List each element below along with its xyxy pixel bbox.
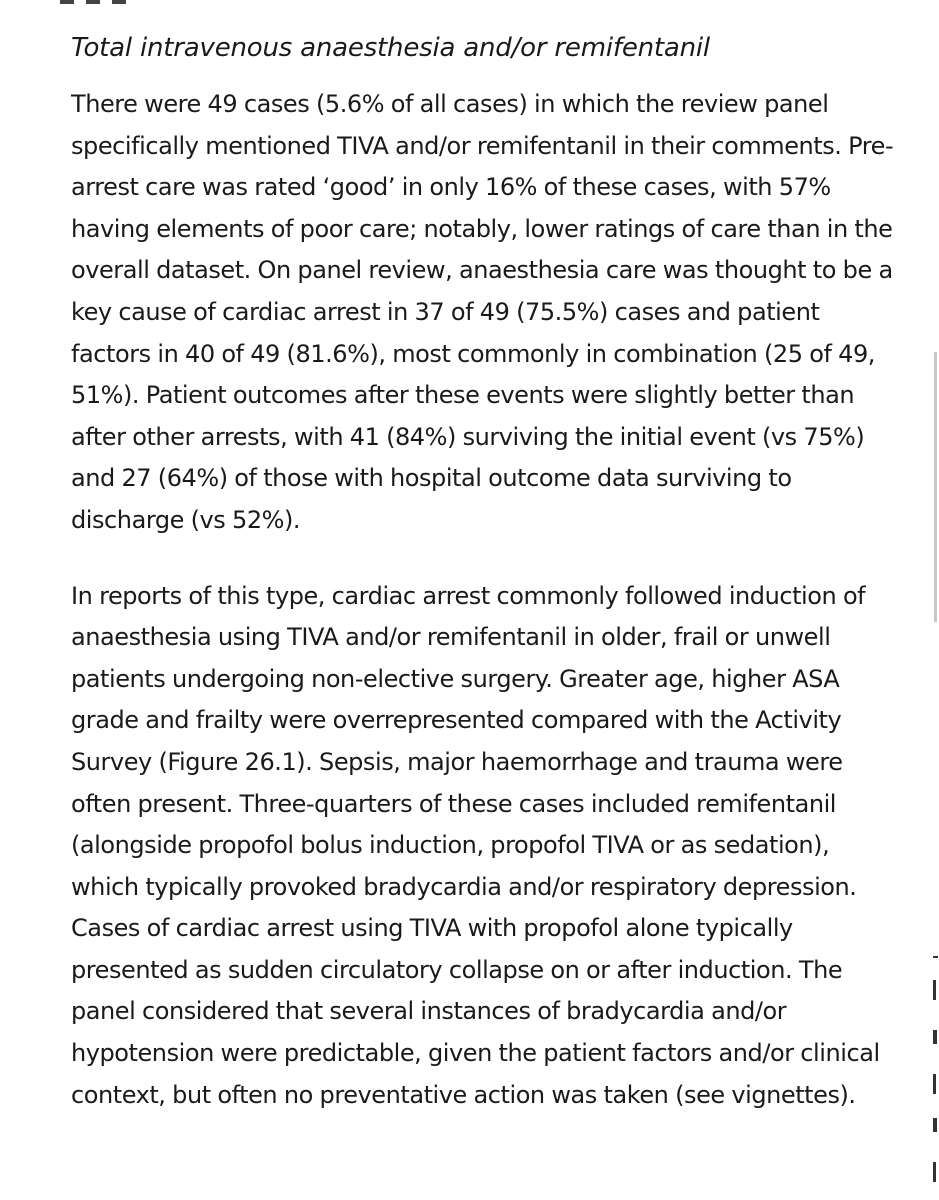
cut-off-text-above	[60, 0, 150, 4]
body-paragraph: There were 49 cases (5.6% of all cases) in which the review panel specifically mentioned TIVA and/or remifentanil in their comments. Pre-arrest care was rated ‘good’ in only 16% of these cases, with 57% having elements of poor care; notably, lower ratings of care than in the overall dataset. On panel review, anaesthesia care was thought to be a key cause of cardiac arrest in 37 of 49 (75.5%) cases and patient factors in 40 of 49 (81.6%), most commonly in combination (25 of 49, 51%). Patient outcomes after these events were slightly better than after other arrests, with 41 (84%) surviving the initial event (vs 75%) and 27 (64%) of those with hospital outcome data surviving to discharge (vs 52%).	[71, 90, 894, 534]
page-edge-divider	[934, 352, 937, 622]
adjacent-column-fragment	[933, 950, 939, 1200]
report-section	[71, 26, 901, 1116]
body-paragraph: In reports of this type, cardiac arrest commonly followed induction of anaesthesia using TIVA and/or remifentanil in older, frail or unwell patients undergoing non-elective surgery. Greater age, higher ASA grade and frailty were overrepresented compared with the Activity Survey (Figure 26.1). Sepsis, major haemorrhage and trauma were often present. Three-quarters of these cases included remifentanil (alongside propofol bolus induction, propofol TIVA or as sedation), which typically provoked bradycardia and/or respiratory depression. Cases of cardiac arrest using TIVA with propofol alone typically presented as sudden circulatory collapse on or after induction. The panel considered that several instances of bradycardia and/or hypotension were predictable, given the patient factors and/or clinical context, but often no preventative action was taken (see vignettes).	[71, 581, 880, 1109]
section-heading: Total intravenous anaesthesia and/or remifentanil	[71, 33, 710, 63]
